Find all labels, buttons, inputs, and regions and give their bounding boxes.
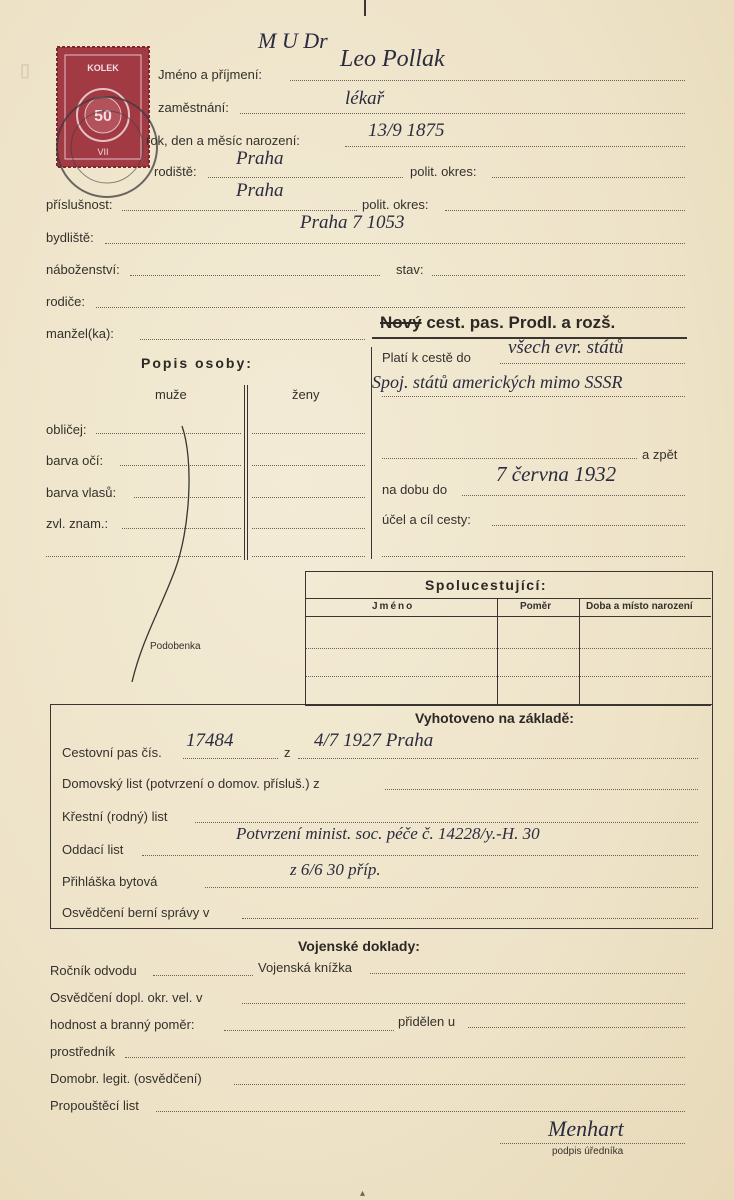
passport-title (380, 313, 615, 333)
basis-marriage-line (142, 855, 698, 856)
residence-value: Praha 7 1053 (300, 212, 405, 233)
valid-value-2: Spoj. států amerických mimo SSSR (372, 372, 623, 392)
district-label: polit. okres: (410, 164, 477, 179)
occupation-value: lékař (345, 88, 385, 109)
military-discharge-label: Propouštěcí list (50, 1098, 139, 1113)
basis-tax-label: Osvědčení berní správy v (62, 905, 210, 920)
basis-birth-cert-label: Křestní (rodný) list (62, 809, 168, 824)
companions-col-divider-1 (497, 599, 498, 705)
military-discharge-line (156, 1111, 685, 1112)
birthplace-value: Praha (236, 148, 284, 169)
valid-line (500, 363, 685, 364)
military-cert-label: Osvědčení dopl. okr. vel. v (50, 990, 203, 1005)
basis-box-notch (50, 704, 305, 734)
religion-line (130, 275, 380, 276)
military-title: Vojenské doklady: (298, 938, 420, 954)
birthplace-line (208, 177, 403, 178)
military-legion-label: Domobr. legit. (osvědčení) (50, 1071, 202, 1086)
basis-marriage-value: Potvrzení minist. soc. péče č. 14228/y.-H. 30 (236, 824, 540, 843)
basis-housing-label: Přihláška bytová (62, 874, 158, 889)
companions-col-birth: Doba a místo narození (586, 601, 693, 612)
status-label: stav: (396, 262, 424, 277)
extra-line-f (252, 556, 365, 557)
companions-rule-1 (306, 598, 711, 599)
svg-text:KOLEK: KOLEK (87, 63, 119, 73)
hair-line-f (252, 497, 365, 498)
military-assigned-line (468, 1027, 685, 1028)
purpose-line (492, 525, 685, 526)
military-book-line (370, 973, 685, 974)
military-intermediary-label: prostředník (50, 1044, 116, 1059)
birth-label: rok, den a měsíc narození: (146, 133, 300, 148)
companions-col-name: Jméno (372, 601, 415, 612)
military-rank-label: hodnost a branný poměr: (50, 1017, 195, 1032)
basis-from-line (298, 758, 698, 759)
occupation-line (240, 113, 685, 114)
basis-home-line (385, 789, 698, 790)
signature-line (500, 1143, 685, 1144)
spouse-label: manžel(ka): (46, 326, 114, 341)
parents-label: rodiče: (46, 294, 86, 309)
residence-line (105, 243, 685, 244)
period-value: 7 června 1932 (496, 462, 617, 486)
residence-label: bydliště: (46, 230, 94, 245)
companions-title: Spolucestující: (425, 577, 548, 593)
col-female: ženy (292, 387, 320, 402)
marks-label: zvl. znam.: (46, 516, 109, 531)
occupation-label: zaměstnání: (158, 100, 229, 115)
hair-label: barva vlasů: (46, 485, 117, 500)
top-edge-mark (364, 0, 366, 16)
description-title: Popis osoby: (141, 355, 253, 371)
photo-label: Podobenka (150, 641, 201, 652)
basis-marriage-label: Oddací list (62, 842, 124, 857)
basis-housing-line (205, 887, 698, 888)
basis-top-rule (305, 704, 711, 706)
military-assigned-label: přidělen u (398, 1014, 456, 1029)
basis-passport-label: Cestovní pas čís. (62, 745, 162, 760)
bleed-through-mark: ▯ (20, 60, 30, 80)
military-cert-line (242, 1003, 685, 1004)
eyes-label: barva očí: (46, 453, 104, 468)
district2-line (445, 210, 685, 211)
companions-col-relation: Poměr (520, 601, 552, 612)
photo-outline (120, 420, 200, 695)
status-line (432, 275, 685, 276)
basis-from-label: z (284, 745, 291, 760)
basis-tax-line (242, 918, 698, 919)
basis-home-label: Domovský list (potvrzení o domov. přísluš.) z (62, 776, 320, 791)
purpose-line-2 (382, 556, 685, 557)
passport-title-rest: cest. pas. Prodl. a rozš. (426, 313, 616, 332)
name-value: Leo Pollak (340, 46, 445, 72)
parents-line (96, 307, 685, 308)
domicile-label: příslušnost: (46, 197, 113, 212)
valid-value: všech evr. států (508, 337, 624, 358)
military-year-line (153, 975, 253, 976)
companions-col-divider-2 (579, 599, 580, 705)
district2-label: polit. okres: (362, 197, 429, 212)
district-line (492, 177, 685, 178)
eyes-line-f (252, 465, 365, 466)
basis-passport-number: 17484 (186, 730, 234, 751)
marks-line-f (252, 528, 365, 529)
companions-rule-2 (306, 616, 711, 617)
spouse-line (140, 339, 365, 340)
name-line (290, 80, 685, 81)
period-line (462, 495, 685, 496)
struck-word: Nový (380, 313, 422, 332)
companions-row-1 (306, 648, 711, 649)
valid-line-2 (382, 396, 685, 397)
description-divider-a (244, 385, 245, 560)
bottom-edge-mark: ▴ (360, 1188, 366, 1199)
religion-label: náboženství: (46, 262, 120, 277)
postmark-circle (52, 92, 162, 207)
period-label: na dobu do (382, 482, 448, 497)
basis-title: Vyhotoveno na základě: (415, 710, 574, 726)
return-line (382, 458, 637, 459)
basis-passport-date: 4/7 1927 Praha (314, 730, 434, 751)
birthplace-label: rodiště: (154, 164, 197, 179)
birth-line (345, 146, 685, 147)
svg-text:50: 50 (94, 108, 112, 125)
face-label: obličej: (46, 422, 87, 437)
military-rank-line (224, 1030, 394, 1031)
return-label: a zpět (642, 447, 678, 462)
domicile-line (122, 210, 357, 211)
military-year-label: Ročník odvodu (50, 963, 137, 978)
face-line-f (252, 433, 365, 434)
svg-text:VII: VII (97, 147, 109, 157)
basis-housing-value: z 6/6 30 příp. (290, 860, 381, 879)
domicile-value: Praha (236, 180, 284, 201)
col-male: muže (155, 387, 187, 402)
signature-label: podpis úředníka (552, 1146, 624, 1157)
valid-label: Platí k cestě do (382, 350, 471, 365)
birth-value: 13/9 1875 (368, 120, 445, 141)
purpose-label: účel a cíl cesty: (382, 512, 471, 527)
description-divider-b (247, 385, 248, 560)
official-signature: Menhart (548, 1116, 624, 1141)
military-book-label: Vojenská knížka (258, 960, 352, 975)
military-legion-line (234, 1084, 685, 1085)
basis-passport-line (183, 758, 278, 759)
military-intermediary-line (125, 1057, 685, 1058)
handwritten-title: M U Dr (258, 28, 328, 53)
name-label: Jméno a příjmení: (158, 67, 263, 82)
basis-birth-cert-line (195, 822, 698, 823)
companions-row-2 (306, 676, 711, 677)
